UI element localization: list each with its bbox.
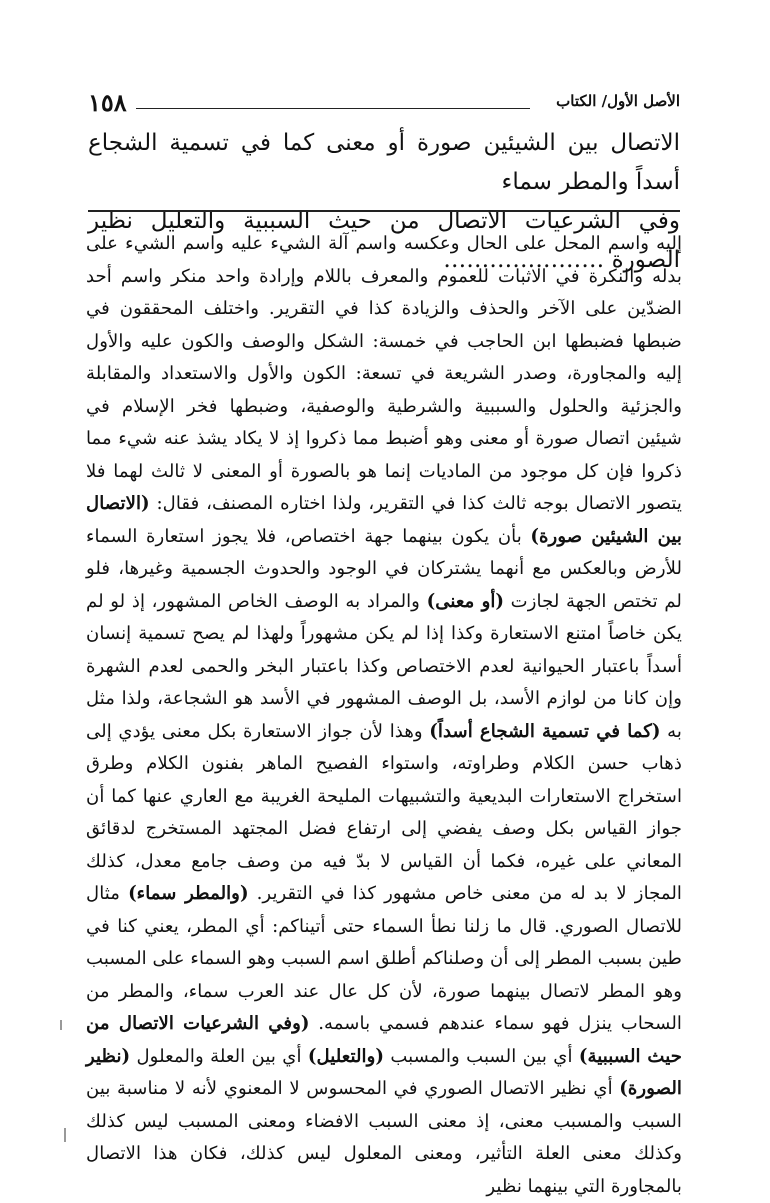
page-number: ١٥٨	[88, 88, 127, 117]
quoted-main-text: (والمطر سماء)	[128, 883, 249, 904]
quoted-main-text: (كما في تسمية الشجاع أسداً)	[429, 720, 661, 742]
running-header	[88, 88, 680, 118]
quoted-main-text: (والتعليل)	[307, 1045, 384, 1067]
commentary-text: إليه واسم المحل على الحال وعكسه واسم آلة الشيء عليه واسم الشيء على بدله والنكرة في الاثبات للعموم والمعرف باللام وإرادة واحد منكر واسم أحد الضدّين على الآخر والحذف والزيادة كذا في التقرير. واختلف المحققون في ضبطها فضبطها ابن الحاجب في خمسة: الشكل والوصف والكون عليه والأول إليه والمجاورة، وصدر الشريعة في تسعة: الكون والأول والاستعداد والمقابلة والجزئية والحلول والسببية والشرطية والوصفية، وضبطها فخر الإسلام في شيئين اتصال صورة أو معنى وهو أضبط مما ذكروا إذ لا يكاد يشذ عنه شيء مما ذكروا فإن كل موجود من الماديات إنما هو بالصورة أو المعنى لا ثالث لهما فلا يتصور الاتصال بوجه ثالث كذا في التقرير، ولذا اختاره المصنف، فقال:	[86, 233, 682, 514]
commentary-text: مثال للاتصال الصوري. قال ما زلنا نطأ السماء حتى أتيناكم: أي المطر، يعني كنا في طين بسبب المطر إلى أن وصلناكم أطلق اسم السبب وهو السماء على المسبب وهو المطر لاتصال بينهما صورة، لأن كل عال عند العرب سماء، والمطر من السحاب ينزل فهو سماء عندهم فسمي باسمه.	[86, 883, 682, 1034]
quoted-main-text: (وفي الشرعيات الاتصال من حيث السببية)	[86, 1013, 682, 1067]
commentary-text: أي نظير الاتصال الصوري في المحسوس لا المعنوي لأنه لا مناسبة بين السبب والمسبب معنى، إذ معنى السبب الافضاء ومعنى المسبب ليس كذلك وكذلك معنى العلة التأثير، ومعنى المعلول ليس كذلك، فكان هذا الاتصال بالمجاورة التي بينهما نظير	[86, 1078, 682, 1197]
main-text-line-1: الاتصال بين الشيئين صورة أو معنى كما في تسمية الشجاع أسداً والمطر سماء	[88, 130, 680, 195]
section-divider	[88, 210, 680, 212]
commentary-text: والمراد به الوصف الخاص المشهور، إذ لو لم يكن خاصاً امتنع الاستعارة وكذا إذا لم يكن مشهوراً ولهذا لم يصح تسمية إنسان أسداً باعتبار الحيوانية لعدم الاختصاص وكذا باعتبار البخر والحمى لعدم الشهرة وإن كانا من لوازم الأسد، بل الوصف المشهور في الأسد هو الشجاعة، ولذا مثل به	[86, 590, 682, 742]
main-text-line-2-words: وفي الشرعيات الاتصال من حيث السببية والتعليل نظير الصورة	[88, 208, 680, 273]
commentary-text: أي بين السبب والمسبب	[390, 1045, 573, 1067]
commentary	[86, 228, 682, 1203]
header-rule	[136, 108, 530, 109]
scan-speck	[60, 1020, 62, 1030]
commentary-text: أي بين العلة والمعلول	[136, 1045, 302, 1067]
running-title: الأصل الأول/ الكتاب	[556, 92, 680, 110]
commentary-text: وهذا لأن جواز الاستعارة بكل معنى يؤدي إلى ذهاب حسن الكلام وطراوته، واستواء الفصيح الماهر بفنون الكلام وطرق استخراج الاستعارات البديعية والتشبيهات المليحة الغريبة مع العاري عنها كما أن جواز القياس بكل وصف يفضي إلى ارتفاع فضل المجتهد المستخرج لدقائق المعاني على غيره، فكما أن القياس لا بدّ فيه من وصف جامع معدل، كذلك المجاز لا بد له من معنى خاص مشهور كذا في التقرير.	[86, 720, 682, 904]
commentary-text: بأن يكون بينهما جهة اختصاص، فلا يجوز استعارة السماء للأرض وبالعكس مع أنهما يشتركان في الوجود والحدوث الجسمية وغيرها، فلو لم تختص الجهة لجازت	[86, 525, 682, 612]
quoted-main-text: (أو معنى)	[426, 590, 505, 612]
quoted-main-text: (نظير الصورة)	[86, 1045, 682, 1099]
quoted-main-text: (الاتصال بين الشيئين صورة)	[86, 493, 682, 547]
leader-dots: …………………	[443, 247, 605, 273]
scan-speck	[64, 1128, 66, 1142]
